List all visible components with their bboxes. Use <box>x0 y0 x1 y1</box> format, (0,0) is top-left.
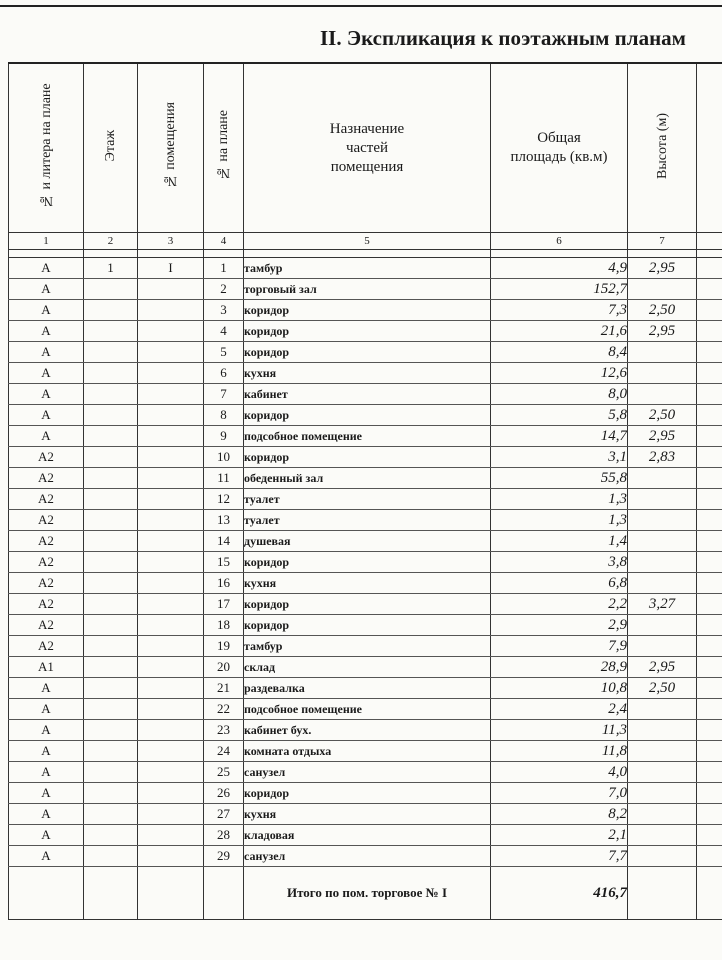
cell-liter: А2 <box>9 468 84 489</box>
cell-floor <box>84 384 138 405</box>
cell-area: 10,8 <box>491 678 628 699</box>
cell-plan-number: 7 <box>204 384 244 405</box>
cell-purpose: подсобное помещение <box>244 426 491 447</box>
cell-plan-number: 26 <box>204 783 244 804</box>
cell-floor <box>84 300 138 321</box>
cell-room <box>138 489 204 510</box>
top-border-line <box>0 5 722 7</box>
cell-area: 3,8 <box>491 552 628 573</box>
cell-plan-number: 19 <box>204 636 244 657</box>
cell-liter: А2 <box>9 594 84 615</box>
cell-plan-number: 9 <box>204 426 244 447</box>
cell-room <box>138 804 204 825</box>
cell-room <box>138 699 204 720</box>
cell-height <box>628 363 697 384</box>
cell-purpose: санузел <box>244 846 491 867</box>
cell-floor <box>84 741 138 762</box>
cell-room <box>138 531 204 552</box>
table-row <box>9 405 722 426</box>
cell-height <box>628 279 697 300</box>
cell-purpose: коридор <box>244 615 491 636</box>
cell-area: 2,1 <box>491 825 628 846</box>
cell-purpose: подсобное помещение <box>244 699 491 720</box>
cell-room <box>138 678 204 699</box>
cell-purpose: кухня <box>244 804 491 825</box>
cell-area: 1,4 <box>491 531 628 552</box>
cell-height: 2,95 <box>628 657 697 678</box>
cell-area: 2,4 <box>491 699 628 720</box>
cell-plan-number: 3 <box>204 300 244 321</box>
cell-room <box>138 426 204 447</box>
cell-liter: А <box>9 720 84 741</box>
cell-area: 21,6 <box>491 321 628 342</box>
cell-room <box>138 657 204 678</box>
cell-room <box>138 720 204 741</box>
cell-room <box>138 846 204 867</box>
cell-liter: А <box>9 405 84 426</box>
cell-area: 5,8 <box>491 405 628 426</box>
table-row <box>9 636 722 657</box>
cell-purpose: кухня <box>244 573 491 594</box>
cell-floor <box>84 468 138 489</box>
cell-height: 2,95 <box>628 321 697 342</box>
explication-table <box>8 62 722 920</box>
table-row <box>9 321 722 342</box>
cell-liter: А <box>9 300 84 321</box>
cell-room <box>138 321 204 342</box>
cell-height: 2,50 <box>628 678 697 699</box>
table-row <box>9 594 722 615</box>
cell-purpose: коридор <box>244 300 491 321</box>
cell-area: 1,3 <box>491 510 628 531</box>
cell-room <box>138 741 204 762</box>
cell-liter: А <box>9 363 84 384</box>
cell-height: 2,95 <box>628 426 697 447</box>
cell-room <box>138 300 204 321</box>
header-liter: № и литера на плане <box>9 63 84 233</box>
cell-liter: А1 <box>9 657 84 678</box>
header-area: Общая площадь (кв.м) <box>491 63 628 233</box>
cell-area: 7,0 <box>491 783 628 804</box>
cell-room <box>138 468 204 489</box>
cell-floor <box>84 846 138 867</box>
cell-floor <box>84 594 138 615</box>
table-row <box>9 573 722 594</box>
cell-room <box>138 510 204 531</box>
table-row <box>9 762 722 783</box>
cell-liter: А2 <box>9 489 84 510</box>
cell-plan-number: 12 <box>204 489 244 510</box>
cell-purpose: коридор <box>244 783 491 804</box>
cell-area: 152,7 <box>491 279 628 300</box>
cell-height <box>628 699 697 720</box>
cell-height <box>628 783 697 804</box>
cell-height <box>628 720 697 741</box>
cell-purpose: кладовая <box>244 825 491 846</box>
cell-liter: А <box>9 699 84 720</box>
table-row <box>9 657 722 678</box>
cell-plan-number: 8 <box>204 405 244 426</box>
table-row <box>9 426 722 447</box>
cell-height <box>628 804 697 825</box>
cell-floor <box>84 636 138 657</box>
cell-height <box>628 468 697 489</box>
header-room-number: № помещения <box>138 63 204 233</box>
cell-floor <box>84 552 138 573</box>
cell-liter: А <box>9 384 84 405</box>
cell-area: 7,9 <box>491 636 628 657</box>
cell-liter: А2 <box>9 447 84 468</box>
cell-area: 11,8 <box>491 741 628 762</box>
cell-plan-number: 23 <box>204 720 244 741</box>
table-row <box>9 615 722 636</box>
cell-height <box>628 741 697 762</box>
cell-liter: А <box>9 279 84 300</box>
cell-plan-number: 5 <box>204 342 244 363</box>
cell-room <box>138 279 204 300</box>
cell-purpose: кабинет <box>244 384 491 405</box>
cell-purpose: коридор <box>244 405 491 426</box>
cell-purpose: коридор <box>244 594 491 615</box>
cell-height <box>628 552 697 573</box>
total-row <box>9 867 722 920</box>
cell-liter: А2 <box>9 636 84 657</box>
cell-purpose: коридор <box>244 321 491 342</box>
cell-liter: А <box>9 741 84 762</box>
cell-room <box>138 573 204 594</box>
table-row <box>9 279 722 300</box>
cell-plan-number: 13 <box>204 510 244 531</box>
cell-area: 2,2 <box>491 594 628 615</box>
cell-room <box>138 384 204 405</box>
cell-area: 11,3 <box>491 720 628 741</box>
cell-plan-number: 24 <box>204 741 244 762</box>
cell-purpose: тамбур <box>244 258 491 279</box>
cell-liter: А <box>9 678 84 699</box>
cell-room <box>138 342 204 363</box>
cell-height <box>628 531 697 552</box>
cell-purpose: тамбур <box>244 636 491 657</box>
total-label: Итого по пом. торговое № I <box>244 867 491 920</box>
cell-floor <box>84 510 138 531</box>
cell-floor: 1 <box>84 258 138 279</box>
cell-purpose: торговый зал <box>244 279 491 300</box>
cell-liter: А <box>9 846 84 867</box>
cell-purpose: туалет <box>244 510 491 531</box>
cell-height: 3,27 <box>628 594 697 615</box>
total-area: 416,7 <box>491 867 628 920</box>
cell-purpose: коридор <box>244 447 491 468</box>
cell-height <box>628 489 697 510</box>
cell-floor <box>84 531 138 552</box>
column-number-row: 1 2 3 4 5 6 7 <box>9 233 722 250</box>
table-row <box>9 741 722 762</box>
table-row <box>9 720 722 741</box>
cell-floor <box>84 720 138 741</box>
cell-height <box>628 846 697 867</box>
cell-room <box>138 636 204 657</box>
cell-height: 2,50 <box>628 405 697 426</box>
page-title: II. Экспликация к поэтажным планам <box>320 26 686 50</box>
cell-liter: А <box>9 804 84 825</box>
cell-purpose: обеденный зал <box>244 468 491 489</box>
cell-area: 7,7 <box>491 846 628 867</box>
cell-floor <box>84 573 138 594</box>
cell-floor <box>84 804 138 825</box>
cell-floor <box>84 825 138 846</box>
cell-liter: А2 <box>9 531 84 552</box>
cell-liter: А2 <box>9 573 84 594</box>
cell-floor <box>84 489 138 510</box>
cell-plan-number: 15 <box>204 552 244 573</box>
cell-plan-number: 18 <box>204 615 244 636</box>
table-row <box>9 342 722 363</box>
cell-plan-number: 22 <box>204 699 244 720</box>
cell-height <box>628 510 697 531</box>
cell-purpose: коридор <box>244 342 491 363</box>
table-row <box>9 363 722 384</box>
cell-liter: А <box>9 825 84 846</box>
cell-floor <box>84 321 138 342</box>
cell-room <box>138 783 204 804</box>
cell-area: 4,9 <box>491 258 628 279</box>
cell-area: 14,7 <box>491 426 628 447</box>
cell-purpose: раздевалка <box>244 678 491 699</box>
table-row <box>9 300 722 321</box>
cell-purpose: кухня <box>244 363 491 384</box>
cell-purpose: санузел <box>244 762 491 783</box>
table-row <box>9 783 722 804</box>
cell-liter: А <box>9 426 84 447</box>
cell-floor <box>84 342 138 363</box>
cell-plan-number: 25 <box>204 762 244 783</box>
cell-plan-number: 28 <box>204 825 244 846</box>
cell-plan-number: 11 <box>204 468 244 489</box>
cell-floor <box>84 783 138 804</box>
cell-room: I <box>138 258 204 279</box>
cell-area: 2,9 <box>491 615 628 636</box>
cell-room <box>138 447 204 468</box>
cell-plan-number: 4 <box>204 321 244 342</box>
table-row <box>9 489 722 510</box>
cell-purpose: коридор <box>244 552 491 573</box>
cell-area: 3,1 <box>491 447 628 468</box>
cell-plan-number: 10 <box>204 447 244 468</box>
header-floor: Этаж <box>84 63 138 233</box>
cell-room <box>138 762 204 783</box>
cell-floor <box>84 615 138 636</box>
header-height: Высота (м) <box>628 63 697 233</box>
cell-plan-number: 1 <box>204 258 244 279</box>
cell-floor <box>84 405 138 426</box>
cell-purpose: комната отдыха <box>244 741 491 762</box>
cell-purpose: душевая <box>244 531 491 552</box>
cell-floor <box>84 447 138 468</box>
cell-room <box>138 363 204 384</box>
cell-height <box>628 342 697 363</box>
cell-plan-number: 2 <box>204 279 244 300</box>
table-row <box>9 678 722 699</box>
cell-floor <box>84 678 138 699</box>
table-row <box>9 531 722 552</box>
cell-plan-number: 16 <box>204 573 244 594</box>
cell-area: 28,9 <box>491 657 628 678</box>
cell-room <box>138 405 204 426</box>
cell-liter: А2 <box>9 552 84 573</box>
cell-liter: А2 <box>9 510 84 531</box>
cell-floor <box>84 657 138 678</box>
cell-room <box>138 552 204 573</box>
cell-height <box>628 636 697 657</box>
cell-height <box>628 384 697 405</box>
cell-height <box>628 825 697 846</box>
cell-purpose: туалет <box>244 489 491 510</box>
cell-area: 8,0 <box>491 384 628 405</box>
cell-floor <box>84 699 138 720</box>
cell-area: 1,3 <box>491 489 628 510</box>
cell-plan-number: 21 <box>204 678 244 699</box>
cell-liter: А <box>9 321 84 342</box>
header-plan-number: № на плане <box>204 63 244 233</box>
cell-area: 12,6 <box>491 363 628 384</box>
cell-plan-number: 29 <box>204 846 244 867</box>
table-row <box>9 384 722 405</box>
cell-liter: А <box>9 783 84 804</box>
cell-plan-number: 20 <box>204 657 244 678</box>
cell-height: 2,50 <box>628 300 697 321</box>
cell-purpose: склад <box>244 657 491 678</box>
cell-floor <box>84 762 138 783</box>
cell-area: 55,8 <box>491 468 628 489</box>
cell-area: 7,3 <box>491 300 628 321</box>
cell-floor <box>84 426 138 447</box>
cell-height <box>628 615 697 636</box>
table-row <box>9 699 722 720</box>
cell-floor <box>84 363 138 384</box>
cell-height: 2,95 <box>628 258 697 279</box>
table-row <box>9 447 722 468</box>
table-row <box>9 804 722 825</box>
cell-liter: А2 <box>9 615 84 636</box>
cell-room <box>138 825 204 846</box>
cell-liter: А <box>9 258 84 279</box>
table-row <box>9 846 722 867</box>
table-row <box>9 510 722 531</box>
cell-plan-number: 27 <box>204 804 244 825</box>
cell-area: 8,4 <box>491 342 628 363</box>
cell-height <box>628 573 697 594</box>
table-row <box>9 258 722 279</box>
cell-area: 6,8 <box>491 573 628 594</box>
header-purpose: Назначение частей помещения <box>244 63 491 233</box>
cell-room <box>138 615 204 636</box>
cell-liter: А <box>9 342 84 363</box>
cell-height <box>628 762 697 783</box>
table-row <box>9 552 722 573</box>
cell-area: 4,0 <box>491 762 628 783</box>
cell-plan-number: 6 <box>204 363 244 384</box>
cell-plan-number: 14 <box>204 531 244 552</box>
cell-room <box>138 594 204 615</box>
table-row <box>9 468 722 489</box>
cell-area: 8,2 <box>491 804 628 825</box>
cell-liter: А <box>9 762 84 783</box>
table-row <box>9 825 722 846</box>
cell-floor <box>84 279 138 300</box>
cell-height: 2,83 <box>628 447 697 468</box>
cell-purpose: кабинет бух. <box>244 720 491 741</box>
cell-plan-number: 17 <box>204 594 244 615</box>
